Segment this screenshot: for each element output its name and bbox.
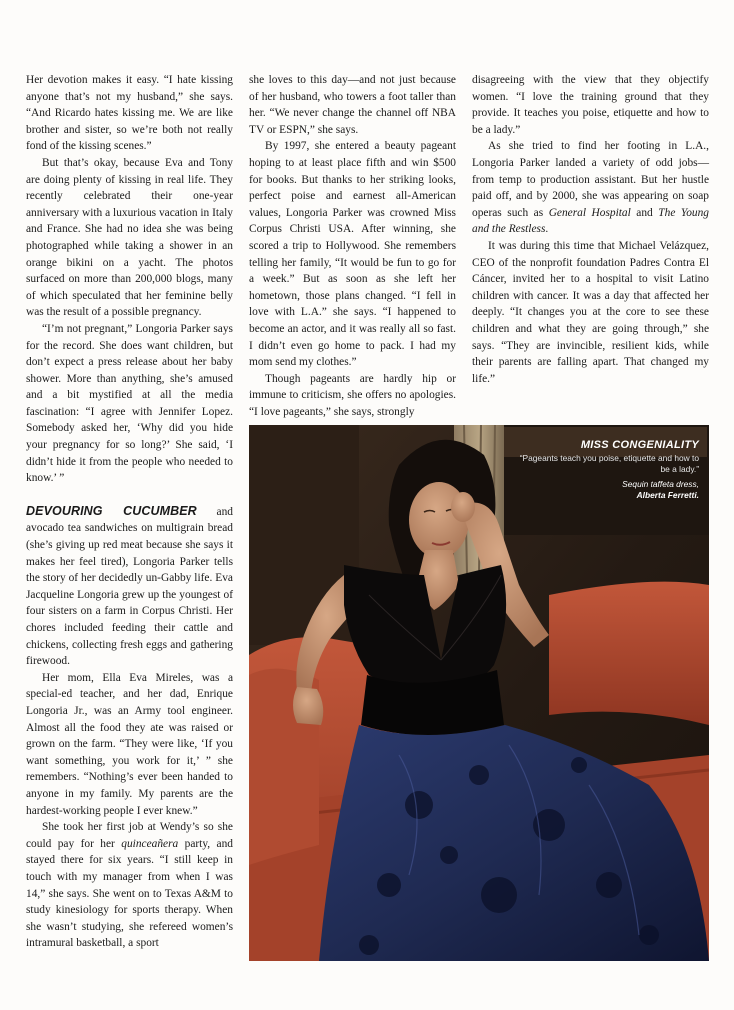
italic-title: General Hospital	[548, 206, 631, 219]
wardrobe-credit	[509, 479, 699, 501]
paragraph	[472, 138, 709, 238]
paragraph-text: party, and stayed there for six years. “I still keep in touch with my manager from when I was 14,” she says. She went on to Texas A&M to study kinesiology for sports therapy. When she wasn’t studying, she refereed women’s intramural basketball, a sport	[26, 837, 233, 950]
paragraph: Though pageants are hardly hip or immune to criticism, she offers no apologies. “I love pageants,” she says, strongly	[249, 372, 456, 418]
paragraph: But that’s okay, because Eva and Tony are doing plenty of kissing in real life. They recently celebrated their one-year anniversary with a luxurious vacation in Italy and France. She had no idea she was being photographed while taking a shower in an orange bikini on a yacht. The photos surfaced on more than 200,000 blogs, many of which speculated that her feminine belly was the result of a possible pregnancy.	[26, 156, 233, 319]
paragraph: she loves to this day—and not just because of her husband, who towers a foot taller than her. “We never change the channel off NBA TV or ESPN,” she says.	[249, 74, 456, 136]
credit-text: Sequin taffeta dress,	[622, 479, 699, 489]
italic-title: The Young and the Restless	[472, 206, 709, 236]
paragraph: “I’m not pregnant,” Longoria Parker says for the record. She does want children, but don’t expect a press release about her baby shower. More than anything, she’s amused and a bit mystified at all the media fascination: “I agree with Jennifer Lopez. Somebody asked her, ‘Why did you hide your pregnancy for so long?’ She said, ‘I didn’t hide it from the people who needed to know.’ ”	[26, 322, 233, 485]
paragraph: Her devotion makes it easy. “I hate kissing anyone that’s not my husband,” she says. “And Ricardo hates kissing me. We are like brother and sister, so we’re both not really fond of the kissing scenes.”	[26, 74, 233, 153]
caption-title: MISS CONGENIALITY	[580, 439, 699, 451]
paragraph: Her mom, Ella Eva Mireles, was a special-ed teacher, and her dad, Enrique Longoria Jr., was an Army tool engineer. Almost all the food they ate was raised or grown on the farm. “They were like, ‘If you want something, you work for it,’ ” she remembers. “Nothing’s ever been handed to anyone in my family. My parents are the hardest-working people I ever knew.”	[26, 671, 233, 817]
article-column-3	[472, 72, 709, 387]
paragraph-text: As she tried to find her footing in L.A., Longoria Parker landed a variety of odd jobs—from temp to production assistant. But her hustle paid off, and by 2000, she was appearing on soap operas such as	[472, 140, 709, 219]
paragraph: disagreeing with the view that they objectify women. “I love the training ground that they provide. It teaches you poise, etiquette and how to be a lady.”	[472, 74, 709, 136]
paragraph	[26, 819, 233, 952]
photo-caption	[509, 439, 699, 501]
section-lead-paragraph	[26, 503, 233, 670]
italic-term: quinceañera	[121, 837, 179, 850]
article-column-1	[26, 72, 233, 952]
credit-designer: Alberta Ferretti.	[636, 490, 699, 500]
caption-quote: “Pageants teach you poise, etiquette and how to be a lady.”	[519, 453, 699, 474]
paragraph-text: She took her first job at Wendy’s so she could pay for her	[26, 821, 233, 850]
paragraph-text: and avocado tea sandwiches on multigrain bread (she’s giving up red meat because she says it makes her feel tired), Longoria Parker tells the story of her decidedly un-Gabby life. Eva Jacqueline Longoria grew up the youngest of four sisters on a farm in Corpus Christi. Her chores included feeding their cattle and chickens, collecting fresh eggs and gathering firewood.	[26, 505, 233, 668]
photo-illustration	[249, 425, 709, 961]
paragraph: It was during this time that Michael Velázquez, CEO of the nonprofit foundation Padres Contra El Cáncer, invited her to a hospital to visit Latino children with cancer. It was a day that affected her deeply. “It changes you at the core to see these children and what they are going through,” she says. “They are invincible, resilient kids, while their parents are falling apart. That changed my life.”	[472, 239, 709, 385]
article-column-2	[249, 72, 456, 420]
paragraph: By 1997, she entered a beauty pageant hoping to at least place fifth and win $500 for books. But thanks to her striking looks, perfect poise and earnest all-American values, Longoria Parker was crowned Miss Corpus Christi USA. After winning, she scored a trip to Hollywood. She remembers telling her family, “It would be fun to go for a week.” But as soon as she left her hometown, those plans changed. “I fell in love with L.A.” she says. “I happened to become an actor, and it was really all so fast. I didn’t even go home to pack. I had my mom send my clothes.”	[249, 140, 456, 369]
paragraph-text: .	[545, 223, 549, 236]
section-lead-in: DEVOURING CUCUMBER	[26, 503, 197, 518]
paragraph-text: and	[630, 206, 659, 219]
feature-photo	[249, 425, 709, 961]
